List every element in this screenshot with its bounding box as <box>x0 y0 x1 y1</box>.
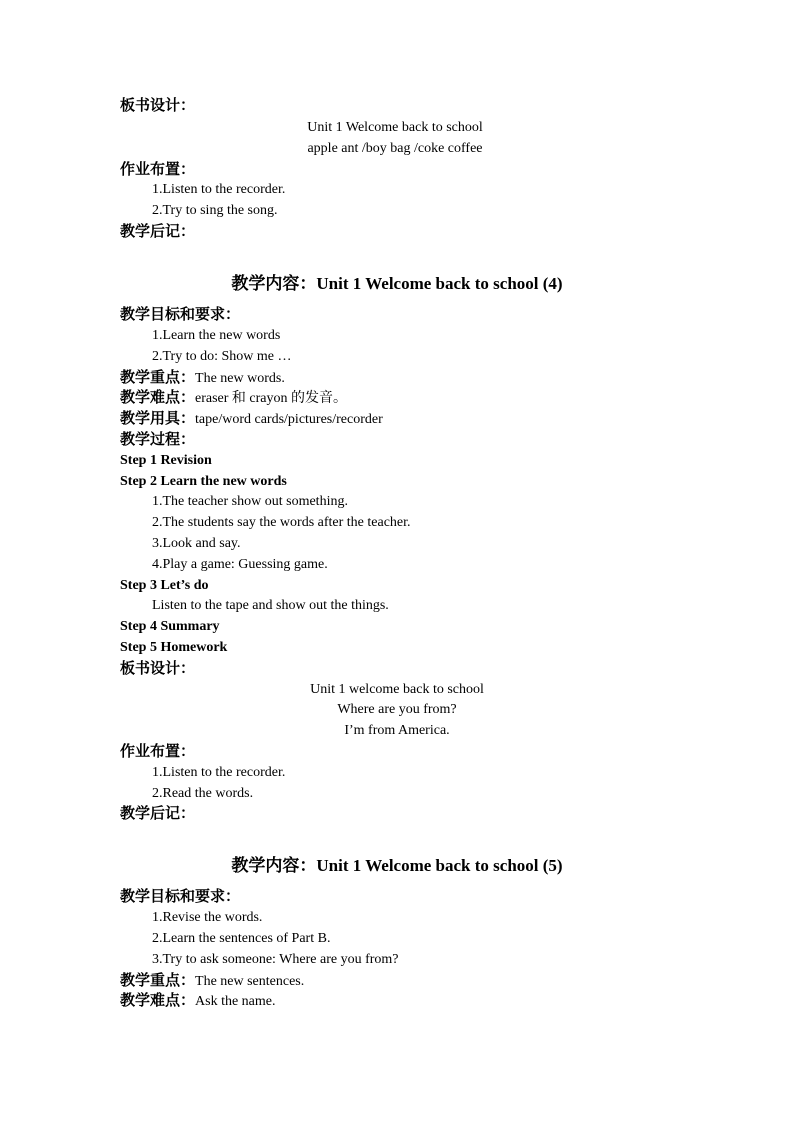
tools-value: tape/word cards/pictures/recorder <box>195 412 383 427</box>
board-line: Unit 1 Welcome back to school <box>307 120 483 135</box>
difficulty-value: Ask the name. <box>195 994 276 1009</box>
homework-item: 2.Try to sing the song. <box>152 203 278 218</box>
board-line: Unit 1 welcome back to school <box>310 682 484 697</box>
reflection-label: 教学后记： <box>120 224 196 240</box>
process-label: 教学过程： <box>120 432 196 448</box>
step-heading: Step 2 Learn the new words <box>120 474 287 489</box>
board-line: I’m from America. <box>344 723 450 738</box>
step-heading: Step 3 Let’s do <box>120 578 209 593</box>
key-point-value: The new words. <box>195 371 285 386</box>
step-item: Listen to the tape and show out the things. <box>152 598 389 613</box>
reflection-label: 教学后记： <box>120 806 196 822</box>
homework-item: 1.Listen to the recorder. <box>152 765 286 780</box>
board-design-label: 板书设计： <box>120 661 196 677</box>
tools-row <box>120 409 383 430</box>
tools-label: 教学用具： <box>120 411 196 427</box>
homework-item: 1.Listen to the recorder. <box>152 182 286 197</box>
homework-item: 2.Read the words. <box>152 786 254 801</box>
goal-item: 1.Learn the new words <box>152 328 281 343</box>
board-design-label: 板书设计： <box>120 98 196 114</box>
step-item: 3.Look and say. <box>152 536 241 551</box>
goal-item: 2.Learn the sentences of Part B. <box>152 931 331 946</box>
goals-label: 教学目标和要求： <box>120 307 241 323</box>
lesson-title: 教学内容：Unit 1 Welcome back to school (4) <box>231 274 563 293</box>
step-heading: Step 5 Homework <box>120 640 228 655</box>
difficulty-value: eraser 和 crayon 的发音。 <box>195 391 348 406</box>
key-point-row <box>120 971 304 992</box>
difficulty-row <box>120 388 347 409</box>
step-item: 1.The teacher show out something. <box>152 494 348 509</box>
homework-label: 作业布置： <box>120 162 196 178</box>
difficulty-label: 教学难点： <box>120 390 196 406</box>
step-item: 2.The students say the words after the teacher. <box>152 515 411 530</box>
key-point-row <box>120 368 285 389</box>
difficulty-label: 教学难点： <box>120 993 196 1009</box>
goal-item: 1.Revise the words. <box>152 910 263 925</box>
key-point-value: The new sentences. <box>195 974 305 989</box>
board-line: Where are you from? <box>337 702 457 717</box>
goal-item: 2.Try to do: Show me … <box>152 349 292 364</box>
step-heading: Step 1 Revision <box>120 453 212 468</box>
difficulty-row <box>120 991 276 1012</box>
board-line: apple ant /boy bag /coke coffee <box>307 141 483 156</box>
step-heading: Step 4 Summary <box>120 619 220 634</box>
step-item: 4.Play a game: Guessing game. <box>152 557 328 572</box>
goals-label: 教学目标和要求： <box>120 889 241 905</box>
homework-label: 作业布置： <box>120 744 196 760</box>
key-point-label: 教学重点： <box>120 973 196 989</box>
goal-item: 3.Try to ask someone: Where are you from? <box>152 952 399 967</box>
key-point-label: 教学重点： <box>120 370 196 386</box>
lesson-title: 教学内容：Unit 1 Welcome back to school (5) <box>231 856 563 875</box>
